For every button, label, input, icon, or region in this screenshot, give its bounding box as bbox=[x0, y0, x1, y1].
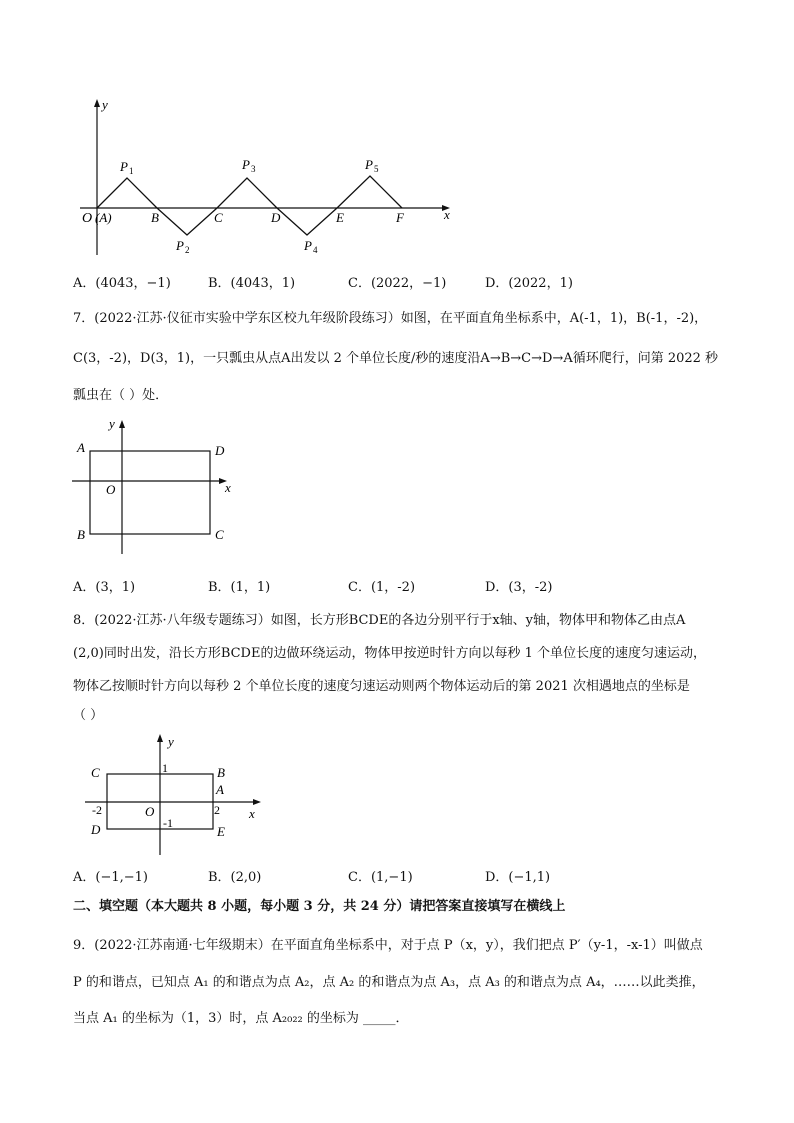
q8-c-label: C bbox=[91, 765, 100, 780]
q6-x-label: x bbox=[444, 207, 450, 222]
q7-d-label: D bbox=[215, 443, 225, 458]
q7-text-line3: 瓢虫在（ ）处． bbox=[73, 388, 169, 403]
q8-x-arrow bbox=[253, 799, 261, 805]
q8-e-label: E bbox=[217, 824, 225, 839]
q6-zigzag-figure bbox=[60, 95, 470, 265]
q8-tick-minus1: -1 bbox=[163, 816, 173, 830]
q9-text-line3: 当点 A₁ 的坐标为（1，3）时，点 A₂₀₂₂ 的坐标为 _____． bbox=[73, 1011, 409, 1026]
q8-rectangle-figure bbox=[80, 730, 280, 860]
q6-p4-sub: 4 bbox=[313, 245, 318, 255]
q7-option-d: D．(3，-2) bbox=[485, 580, 553, 595]
q7-text-line1: 7．(2022·江苏·仪征市实验中学东区校九年级阶段练习）如图，在平面直角坐标系中，A(-1，1)，B(-1，-2)， bbox=[73, 311, 708, 326]
q6-option-c: C．(2022，−1) bbox=[348, 276, 447, 291]
q8-text-line2: (2,0)同时出发，沿长方形BCDE的边做环绕运动，物体甲按逆时针方向以每秒 1 个单位长度的速度匀速运动， bbox=[73, 646, 707, 661]
q8-b-label: B bbox=[217, 765, 225, 780]
q8-text-line1: 8．(2022·江苏·八年级专题练习）如图，长方形BCDE的各边分别平行于x轴、y轴，物体甲和物体乙由点A bbox=[73, 613, 686, 628]
q6-f-label: F bbox=[396, 210, 404, 225]
q9-text-line2: P 的和谐点，已知点 A₁ 的和谐点为点 A₂，点 A₂ 的和谐点为点 A₃，点 A₃ 的和谐点为点 A₄，……以此类推， bbox=[73, 975, 705, 990]
q6-origin-label: O bbox=[82, 211, 93, 226]
q8-a-label: A bbox=[216, 782, 224, 797]
q6-d-label: D bbox=[271, 210, 281, 225]
q6-p2-label: P bbox=[176, 238, 184, 253]
q7-rectangle-figure bbox=[70, 418, 250, 563]
q6-p2-sub: 2 bbox=[185, 245, 190, 255]
q7-option-b: B．(1，1) bbox=[208, 580, 271, 595]
q7-b-label: B bbox=[77, 527, 85, 542]
q7-option-a: A．(3，1) bbox=[73, 580, 136, 595]
q6-p3-sub: 3 bbox=[251, 164, 256, 174]
q6-p1-sub: 1 bbox=[129, 166, 134, 176]
q9-text-line1: 9．(2022·江苏南通·七年级期末）在平面直角坐标系中，对于点 P（x，y），我们把点 P′（y-1，-x-1）叫做点 bbox=[73, 938, 703, 953]
q8-y-arrow bbox=[157, 734, 163, 742]
section-heading-fill-blank: 二、填空题（本大题共 8 小题，每小题 3 分，共 24 分）请把答案直接填写在横线上 bbox=[73, 899, 566, 914]
q6-y-label: y bbox=[102, 97, 108, 112]
q8-option-d: D．(−1,1) bbox=[485, 870, 551, 885]
q7-text-line2: C(3，-2)，D(3，1)，一只瓢虫从点A出发以 2 个单位长度/秒的速度沿A→B→C→D→A循环爬行，问第 2022 秒 bbox=[73, 351, 719, 366]
q8-y-label: y bbox=[168, 734, 174, 749]
q6-option-a: A．(4043，−1) bbox=[73, 276, 171, 291]
q8-tick-2: 2 bbox=[214, 803, 220, 817]
q6-p3-label: P bbox=[242, 157, 250, 172]
q7-a-label: A bbox=[77, 440, 85, 455]
q7-y-arrow bbox=[119, 420, 125, 428]
q8-text-line3: 物体乙按顺时针方向以每秒 2 个单位长度的速度匀速运动则两个物体运动后的第 2021 次相遇地点的坐标是 bbox=[73, 679, 690, 694]
q8-option-c: C．(1,−1) bbox=[348, 870, 413, 885]
q6-option-d: D．(2022，1) bbox=[485, 276, 573, 291]
q8-tick-minus2: -2 bbox=[92, 803, 102, 817]
q7-o-label: O bbox=[106, 482, 116, 497]
q8-option-a: A．(−1,−1) bbox=[73, 870, 148, 885]
q6-zigzag-path bbox=[97, 176, 402, 235]
q6-option-b: B．(4043，1) bbox=[208, 276, 296, 291]
q6-y-arrow bbox=[94, 99, 100, 107]
q8-tick-1: 1 bbox=[162, 761, 168, 775]
q6-e-label: E bbox=[336, 210, 344, 225]
q6-p5-label: P bbox=[365, 157, 373, 172]
q8-option-b: B．(2,0) bbox=[208, 870, 262, 885]
q6-p5-sub: 5 bbox=[374, 164, 379, 174]
q6-c-label: C bbox=[214, 210, 223, 225]
q6-b-label: B bbox=[151, 210, 159, 225]
q6-p1-label: P bbox=[120, 159, 128, 174]
q6-p4-label: P bbox=[304, 238, 312, 253]
q8-x-label: x bbox=[249, 806, 255, 821]
q8-text-line4: （ ） bbox=[73, 708, 104, 723]
q6-origin-a-label: (A) bbox=[95, 210, 112, 225]
q7-x-label: x bbox=[225, 480, 231, 495]
q7-c-label: C bbox=[215, 527, 224, 542]
q7-option-c: C．(1，-2) bbox=[348, 580, 416, 595]
q8-o-label: O bbox=[145, 804, 155, 819]
q8-d-label: D bbox=[91, 822, 101, 837]
q7-y-label: y bbox=[109, 418, 115, 431]
